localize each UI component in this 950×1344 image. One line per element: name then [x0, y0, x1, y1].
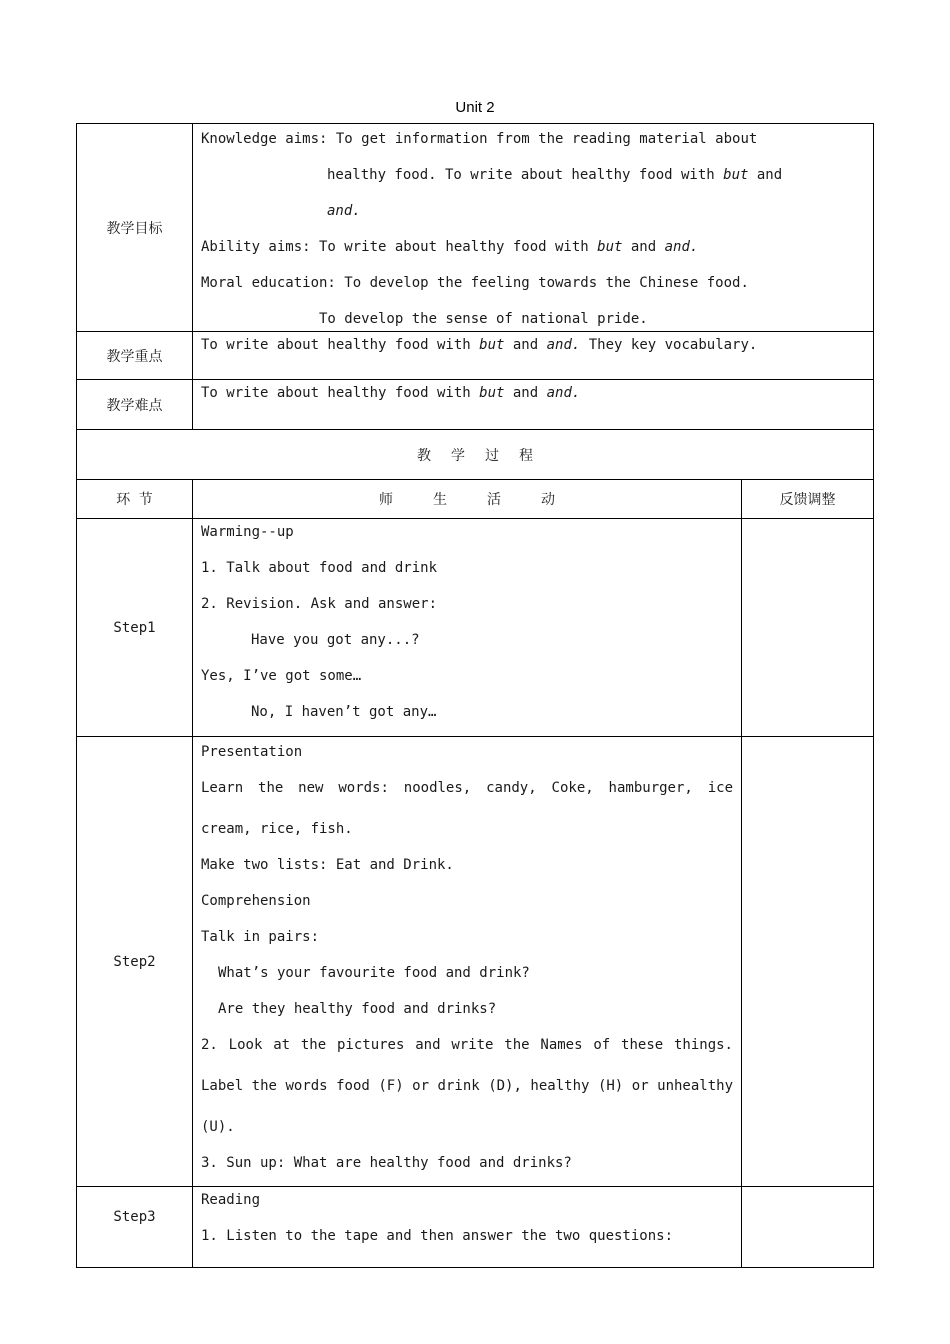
column-header-row [77, 480, 874, 519]
knowledge-line-3: and. [327, 203, 361, 219]
objectives-row [77, 124, 874, 332]
difficulties-content [193, 380, 874, 430]
process-title: 教 学 过 程 [77, 430, 874, 480]
step2-line: Label the words food (F) or drink (D), healthy (H) or unhealthy [201, 1078, 733, 1094]
step2-line: Comprehension [201, 893, 311, 909]
key-points-content [193, 332, 874, 380]
moral-line-1: Moral education: To develop the feeling towards the Chinese food. [201, 275, 749, 291]
step1-line: 1. Talk about food and drink [201, 560, 438, 576]
step2-label: Step2 [77, 737, 193, 1187]
step1-line: 2. Revision. Ask and answer: [201, 596, 438, 612]
step2-line: Talk in pairs: [201, 929, 320, 945]
step2-row [77, 737, 874, 1187]
step2-line: Presentation [201, 744, 303, 760]
activity-header: 师 生 活 动 [193, 480, 742, 519]
step3-line: Reading [201, 1192, 261, 1208]
objectives-label: 教学目标 [77, 124, 193, 332]
step1-feedback [742, 519, 874, 737]
step2-line: 3. Sun up: What are healthy food and drinks? [201, 1155, 572, 1171]
step2-content [193, 737, 742, 1187]
difficulties-label: 教学难点 [77, 380, 193, 430]
step3-label: Step3 [77, 1187, 193, 1268]
step1-line: Yes, I’ve got some… [201, 668, 362, 684]
lesson-plan-table [76, 123, 874, 1268]
step1-line: Warming--up [201, 524, 294, 540]
step2-line: cream, rice, fish. [201, 821, 353, 837]
step3-content [193, 1187, 742, 1268]
difficulties-text: To write about healthy food with but and and. [201, 385, 581, 401]
ability-line: Ability aims: To write about healthy food with but and and. [201, 239, 699, 255]
step1-content [193, 519, 742, 737]
step2-line: (U). [201, 1119, 235, 1135]
objectives-content [193, 124, 874, 332]
feedback-header: 反馈调整 [742, 480, 874, 519]
step1-label: Step1 [77, 519, 193, 737]
step2-line: 2. Look at the pictures and write the Names of these things. [201, 1037, 733, 1053]
step3-line: 1. Listen to the tape and then answer the two questions: [201, 1228, 674, 1244]
moral-line-2: To develop the sense of national pride. [319, 311, 648, 327]
step1-row [77, 519, 874, 737]
step2-line: Learn the new words: noodles, candy, Coke, hamburger, ice [201, 780, 733, 796]
step3-row [77, 1187, 874, 1268]
step1-line: No, I haven’t got any… [251, 704, 437, 720]
step2-feedback [742, 737, 874, 1187]
step3-feedback [742, 1187, 874, 1268]
step2-line: Are they healthy food and drinks? [218, 1001, 497, 1017]
step1-line: Have you got any...? [251, 632, 420, 648]
stage-header: 环 节 [77, 480, 193, 519]
process-title-row [77, 430, 874, 480]
step2-line: Make two lists: Eat and Drink. [201, 857, 454, 873]
document-title: Unit 2 [455, 99, 495, 116]
knowledge-line-1: Knowledge aims: To get information from the reading material about [201, 131, 758, 147]
key-points-row [77, 332, 874, 380]
key-points-text: To write about healthy food with but and and. They key vocabulary. [201, 337, 758, 353]
step2-line: What’s your favourite food and drink? [218, 965, 530, 981]
difficulties-row [77, 380, 874, 430]
key-points-label: 教学重点 [77, 332, 193, 380]
knowledge-line-2: healthy food. To write about healthy food with but and [327, 167, 783, 183]
